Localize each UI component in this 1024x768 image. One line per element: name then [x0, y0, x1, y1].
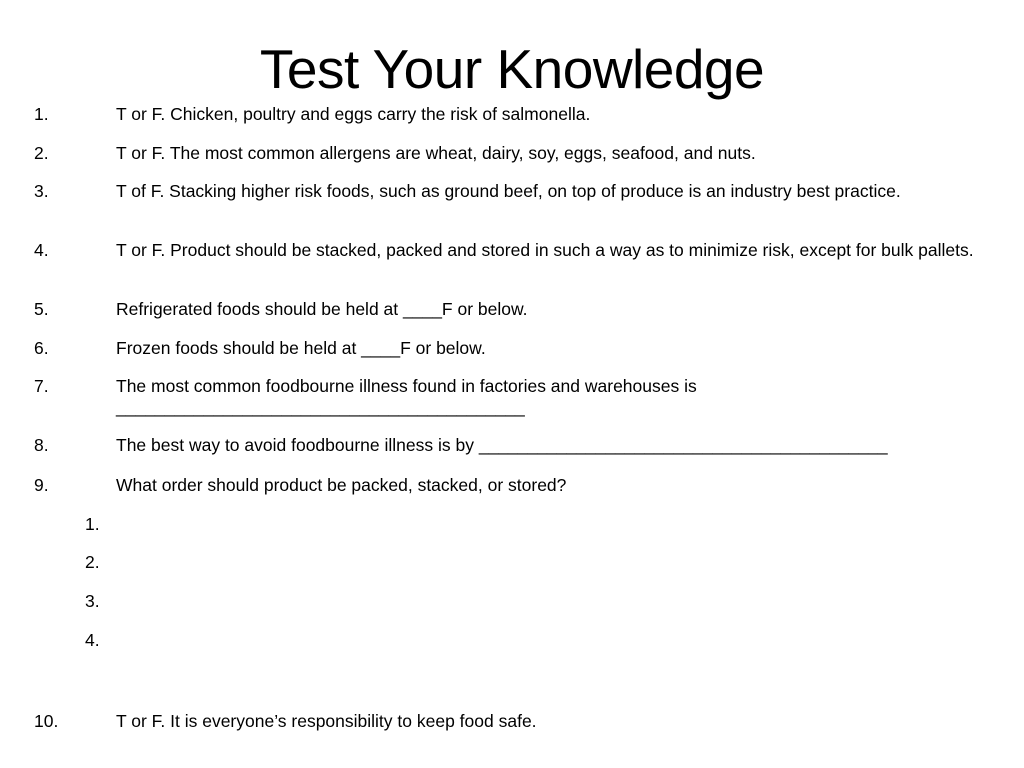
question-text: T of F. Stacking higher risk foods, such as ground beef, on top of produce is an industry best practice.: [116, 181, 901, 201]
question-number: 2.: [34, 143, 49, 163]
question-text: What order should product be packed, stacked, or stored?: [116, 475, 567, 495]
slide-title: Test Your Knowledge: [259, 38, 765, 100]
question-number: 8.: [34, 435, 49, 455]
question-number: 10.: [34, 711, 59, 731]
question-number: 5.: [34, 299, 49, 319]
question-text: T or F. Chicken, poultry and eggs carry the risk of salmonella.: [116, 104, 591, 124]
sub-item-number: 2.: [85, 552, 100, 572]
sub-item-number: 1.: [85, 514, 100, 534]
question-text: The best way to avoid foodbourne illness is by __________________________________________: [116, 435, 888, 455]
question-number: 1.: [34, 104, 49, 124]
sub-item-number: 4.: [85, 630, 100, 650]
question-text: Frozen foods should be held at ____F or below.: [116, 338, 486, 358]
question-text: Refrigerated foods should be held at ____F or below.: [116, 299, 528, 319]
question-text: The most common foodbourne illness found in factories and warehouses is __________________________________________: [116, 376, 697, 417]
question-number: 6.: [34, 338, 49, 358]
sub-item-number: 3.: [85, 591, 100, 611]
question-text: T or F. The most common allergens are wheat, dairy, soy, eggs, seafood, and nuts.: [116, 143, 756, 163]
question-number: 7.: [34, 376, 49, 396]
question-text: T or F. It is everyone’s responsibility to keep food safe.: [116, 711, 537, 731]
question-number: 3.: [34, 181, 49, 201]
question-number: 9.: [34, 475, 49, 495]
question-number: 4.: [34, 240, 49, 260]
question-text: T or F. Product should be stacked, packed and stored in such a way as to minimize risk, except for bulk pallets.: [116, 240, 974, 260]
